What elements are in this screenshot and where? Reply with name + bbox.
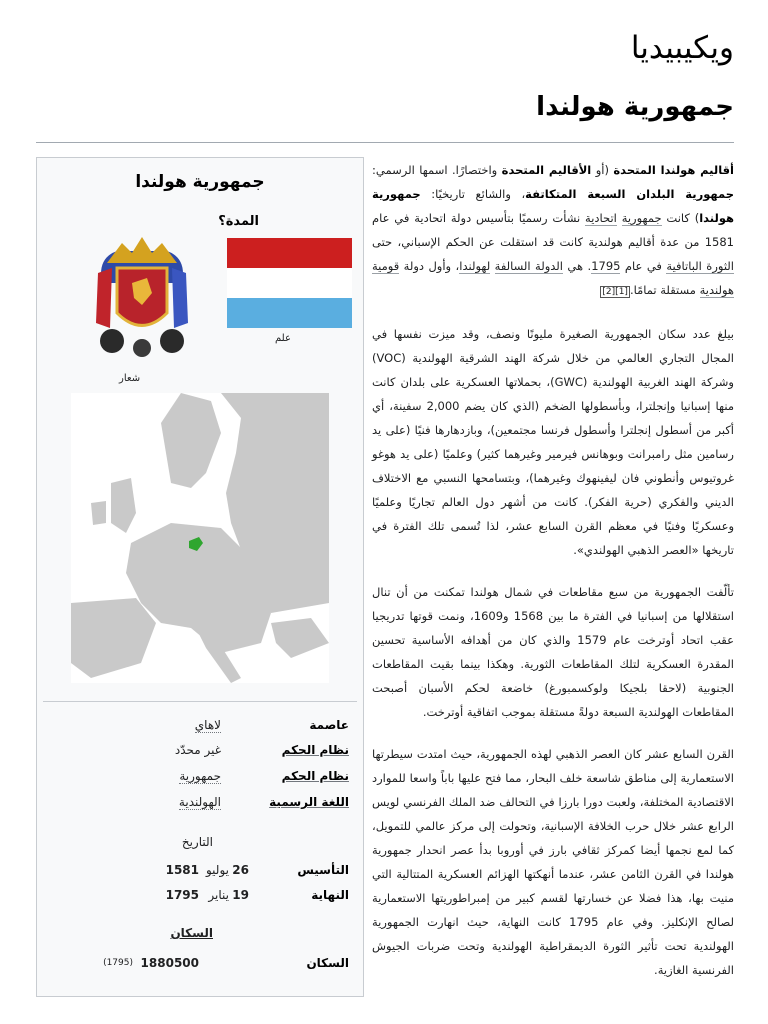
article-body	[372, 158, 734, 1000]
bold-term: جمهورية هولندا	[372, 187, 734, 225]
row-value-link[interactable]: الهولندية	[178, 795, 221, 809]
flag-stripe-red	[227, 238, 352, 268]
history-row-founding	[51, 863, 349, 883]
text-fragment: ) كانت	[661, 211, 700, 225]
infobox-period-label: المدة؟	[218, 214, 259, 229]
history-year: 1581	[165, 863, 199, 877]
bold-term: جمهورية البلدان السبعة المتكاتفة	[525, 187, 734, 201]
flag-stripe-white	[227, 268, 352, 298]
bold-term: أقاليم هولندا المتحدة	[613, 163, 734, 177]
citation-reference[interactable]: [1][2]	[602, 287, 628, 297]
row-label-link[interactable]: نظام الحكم	[281, 743, 349, 757]
history-month: يناير	[208, 888, 229, 902]
article-paragraph-1	[372, 158, 734, 304]
drum-icon	[133, 339, 151, 357]
history-heading: التاريخ	[181, 835, 213, 849]
population-row	[51, 956, 349, 976]
crown-icon	[107, 237, 177, 263]
history-day: 26	[232, 863, 249, 877]
page-title: جمهورية هولندا	[536, 92, 734, 122]
text-fragment: ، وأول دولة	[399, 259, 460, 273]
article-link[interactable]: جمهورية	[621, 211, 662, 225]
infobox-row-government	[51, 743, 349, 763]
history-row-end	[51, 888, 349, 908]
article-link[interactable]: الثورة الباتافية	[666, 259, 734, 273]
history-month: يوليو	[205, 863, 229, 877]
bold-term: الأقاليم المتحدة	[501, 163, 592, 177]
coat-of-arms-image[interactable]	[92, 233, 192, 363]
text-fragment: في عام	[620, 259, 667, 273]
row-label: السكان	[306, 956, 349, 970]
row-label-link[interactable]: اللغة الرسمية	[269, 795, 349, 809]
text-fragment: . هي	[563, 259, 592, 273]
text-fragment: نشأت رسميًا بتأسيس دولة اتحادية في عام 1581 من عدة أقاليم هولندية كانت قد استقلت عن الحكم الإسباني، حتى	[372, 211, 734, 249]
location-map[interactable]	[71, 393, 329, 683]
flag-stripe-blue	[227, 298, 352, 328]
row-label-link[interactable]: نظام الحكم	[281, 769, 349, 783]
row-label: التأسيس	[297, 863, 349, 877]
infobox-row-capital	[51, 718, 349, 738]
infobox	[36, 157, 364, 997]
text-fragment: (أو	[591, 163, 614, 177]
infobox-title: جمهورية هولندا	[135, 172, 265, 192]
article-link[interactable]: لهولندا	[459, 259, 491, 273]
article-paragraph-2: بيلغ عدد سكان الجمهورية الصغيرة مليونًا ونصف، وقد ميزت نفسها في المجال التجاري العالمي من خلال شركة الهند الشرقية الهولندية (VOC) وشركة الهند الغربية الهولندية (GWC)، بحملاتها العسكرية على بلدان كانت منها إسبانيا وإنجلترا، وبأسطولها الضخم (الذي كان يضم 2,000 سفينة، أي أكبر من أسطول إنجلترا وأسطول فرنسا مجتمعين)، وبازدهارها فنيًا (على يد رسامين مثل رامبرانت وبوهانس فيرمير وغيرهما كثير) وعلميًا (على يد هوغو غروتيوس وأنطوني فان ليفينهوك وغيرهما)، وبتسامحها النسبي مع الاختلاف الديني والفكري (حرية الفكر). كانت من أشهر دول العالم تجاريًا وعلميًا وعسكريًا وفنيًا في معظم القرن السابع عشر، لذا تُسمى تلك الفترة في تاريخها «العصر الذهبي الهولندي».	[372, 327, 734, 557]
cannon-right-icon	[160, 329, 184, 353]
history-year: 1795	[165, 888, 199, 902]
population-heading[interactable]: السكان	[170, 926, 213, 940]
ireland-shape	[91, 501, 106, 525]
flag-image[interactable]	[227, 238, 352, 328]
row-label: النهاية	[311, 888, 349, 902]
article-paragraph-3: تألّفت الجمهورية من سبع مقاطعات في شمال هولندا تمكنت من أن تنال استقلالها من إسبانيا في الفترة ما بين 1568 و1609، ونمت قوتها تدريجيا عقب اتحاد أوترخت عام 1579 والذي كان من أهدافه الأساسية تحسين المقدرة العسكرية لتلك المقاطعات الثورية. وهكذا بينما بقيت المقاطعات الجنوبية (لاحقا بلجيكا ولوكسمبورغ) خاضعة لحكم الأسبان أصبحت المقاطعات الهولندية السبعة دولةً مستقلة بموجب اتفاقية أوترخت.	[372, 585, 734, 719]
flag-left-icon	[96, 268, 112, 328]
flag-right-icon	[172, 268, 188, 328]
article-link[interactable]: اتحادية	[585, 211, 617, 225]
site-title[interactable]: ويكيبيديا	[630, 30, 734, 65]
text-fragment	[617, 211, 622, 225]
title-divider	[36, 142, 734, 143]
text-fragment: مستقلة تمامًا.	[629, 283, 700, 297]
text-fragment: واختصارًا. اسمها الرسمي:	[372, 163, 502, 177]
row-value: غير محدّد	[174, 743, 221, 757]
infobox-divider	[43, 701, 357, 702]
infobox-row-language	[51, 795, 349, 815]
coat-of-arms-caption: شعار	[119, 373, 141, 384]
history-day: 19	[232, 888, 249, 902]
text-fragment	[490, 259, 494, 273]
population-year: (1795)	[103, 958, 133, 968]
article-link[interactable]: الدولة السالفة	[494, 259, 563, 273]
article-link[interactable]: قومية	[372, 259, 400, 273]
row-value-link[interactable]: جمهورية	[179, 769, 221, 783]
infobox-row-government-2	[51, 769, 349, 789]
cannon-left-icon	[100, 329, 124, 353]
row-value-link[interactable]: لاهاي	[194, 718, 221, 732]
article-paragraph-4: القرن السابع عشر كان العصر الذهبي لهذه الجمهورية، حيث امتدت سيطرتها الاستعمارية إلى مناطق شاسعة خلف البحار، مما فتح عليها باباً واسعا للموارد الاقتصادية المختلفة، ولعبت دورا بارزا في التحالف ضد الملك الفرنسي لويس الرابع عشر خلال حرب الخلافة الإسبانية، وتحولت إلى مركز عالمي للتمويل، كما لمع نجمها أيضا كمركز ثقافي بارز في أوروبا بدأ عصر انحدار جمهورية هولندا في القرن الثامن عشر، عندما أنهكتها الهزائم العسكرية المتتالية التي منيت بها، هذا فضلا عن خسارتها لقسم كبير من إمبراطوريتها الاستعمارية لصالح الإنكليز. وفي عام 1795 كانت النهاية، حيث انهارت الجمهورية الهولندية تحت تأثير الثورة الديمقراطية الهولندية وتحت ضربات الجيوش الفرنسية الغازية.	[372, 747, 734, 977]
text-fragment: ، والشائع تاريخيًا:	[420, 187, 526, 201]
article-link[interactable]: هولندية	[699, 283, 734, 297]
article-link[interactable]: 1795	[591, 259, 621, 273]
row-label: عاصمة	[309, 718, 349, 732]
population-value: 1880500	[140, 956, 199, 970]
flag-caption: علم	[275, 333, 291, 344]
